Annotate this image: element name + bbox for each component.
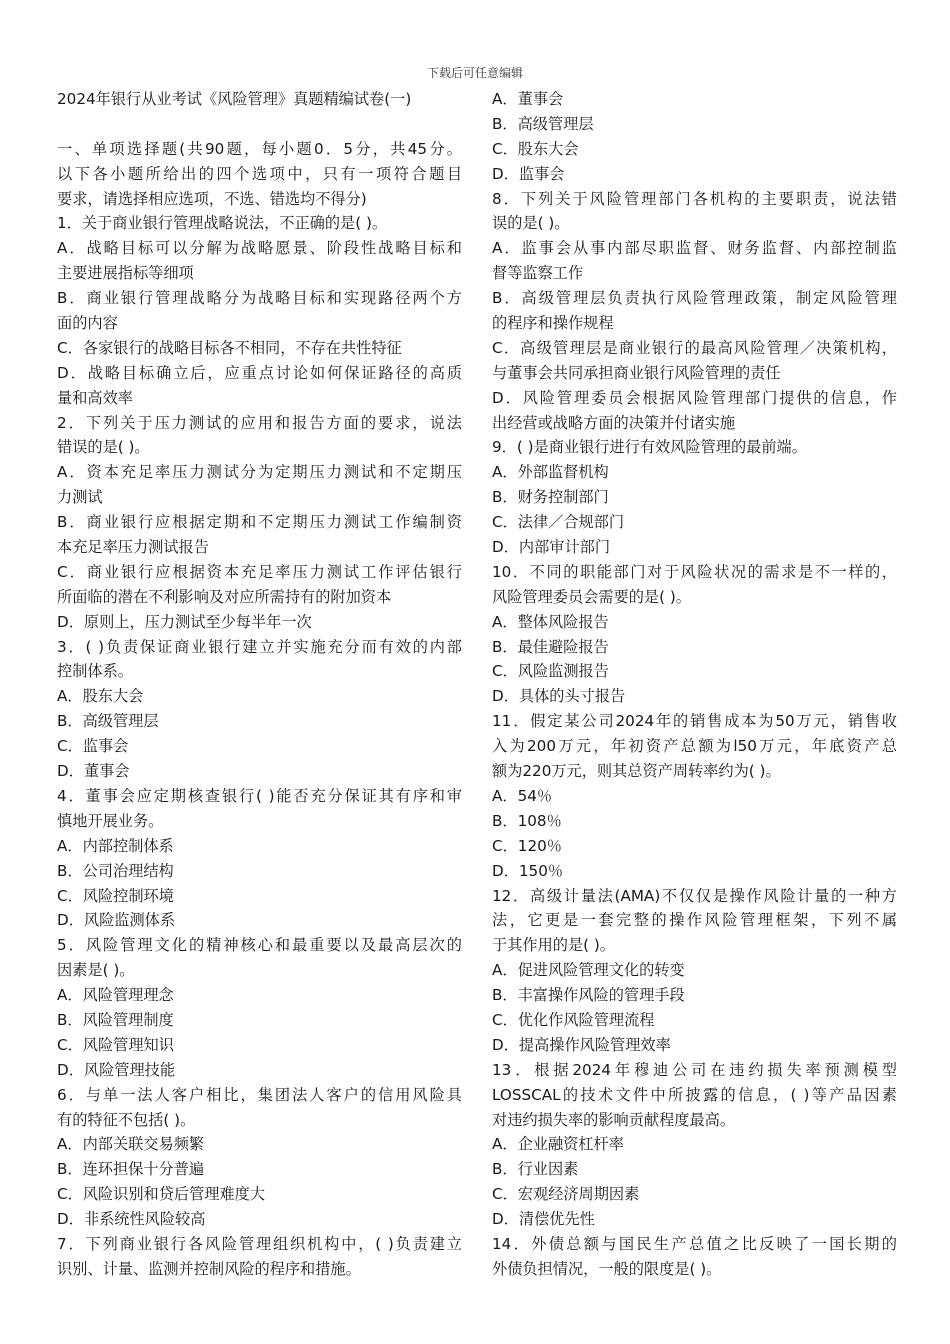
option-line: C．风险识别和贷后管理难度大: [57, 1185, 266, 1204]
option-line: A．企业融资杠杆率: [492, 1135, 624, 1154]
page-header: 下载后可任意编辑: [426, 66, 523, 80]
option-line: B．财务控制部门: [492, 488, 609, 507]
option-line: D．提高操作风险管理效率: [492, 1035, 671, 1054]
option-line: D．风险监测体系: [57, 911, 176, 930]
section-instructions: 以下各小题所给出的四个选项中，只有一项符合题目: [57, 164, 462, 183]
question-6: 6．与单一法人客户相比，集团法人客户的信用风险具: [57, 1085, 462, 1104]
question-14: 14．外债总额与国民生产总值之比反映了一国长期的: [492, 1234, 897, 1253]
question-5: 5．风险管理文化的精神核心和最重要以及最高层次的: [57, 936, 462, 955]
option-line: A．外部监督机构: [492, 463, 609, 482]
option-line: B．商业银行管理战略分为战略目标和实现路径两个方: [57, 289, 462, 308]
question-6: 有的特征不包括( )。: [57, 1110, 196, 1129]
option-line: B．高级管理层: [492, 114, 594, 133]
question-7: 7．下列商业银行各风险管理组织机构中，( )负责建立: [57, 1234, 462, 1253]
option-line: A．促进风险管理文化的转变: [492, 961, 685, 980]
option-line: D．原则上，压力测试至少每半年一次: [57, 612, 312, 631]
question-9: 9．( )是商业银行进行有效风险管理的最前端。: [492, 438, 807, 457]
question-1: 1．关于商业银行管理战略说法，不正确的是( )。: [57, 214, 388, 233]
left-column: [57, 87, 462, 1282]
option-line: D．董事会: [57, 762, 130, 781]
option-line: 的程序和操作规程: [492, 314, 614, 333]
option-line: 督等监察工作: [492, 264, 584, 283]
question-11: 额为220万元，则其总资产周转率约为( )。: [492, 762, 781, 781]
question-12: 法，它更是一套完整的操作风险管理框架，下列不属: [492, 911, 897, 930]
option-line: 与董事会共同承担商业银行风险管理的责任: [492, 363, 781, 382]
option-line: B．高级管理层: [57, 712, 159, 731]
question-4: 4．董事会应定期核查银行( )能否充分保证其有序和审: [57, 786, 462, 805]
option-line: A．董事会: [492, 90, 564, 108]
option-line: A．整体风险报告: [492, 612, 609, 631]
question-2: 2．下列关于压力测试的应用和报告方面的要求，说法: [57, 413, 462, 432]
question-13: 对违约损失率的影响贡献程度最高。: [492, 1110, 735, 1129]
option-line: B．行业因素: [492, 1160, 579, 1179]
option-line: C．法律／合规部门: [492, 513, 625, 532]
question-3: 3．( )负责保证商业银行建立并实施充分而有效的内部: [57, 637, 462, 656]
option-line: B．商业银行应根据定期和不定期压力测试工作编制资: [57, 513, 462, 532]
option-line: A．股东大会: [57, 687, 144, 706]
option-line: B．连环担保十分普遍: [57, 1160, 205, 1179]
question-10: 风险管理委员会需要的是( )。: [492, 587, 691, 606]
question-8: 误的是( )。: [492, 214, 570, 233]
option-line: B．108％: [492, 811, 562, 830]
option-line: A．内部关联交易频繁: [57, 1135, 205, 1154]
question-12: 12．高级计量法(AMA)不仅仅是操作风险计量的一种方: [492, 886, 897, 905]
option-line: A．内部控制体系: [57, 836, 174, 855]
option-line: C．风险管理知识: [57, 1035, 174, 1054]
question-11: 11．假定某公司2024年的销售成本为50万元，销售收: [492, 712, 897, 731]
option-line: A．54％: [492, 786, 553, 805]
option-line: A．战略目标可以分解为战略愿景、阶段性战略目标和: [57, 239, 462, 258]
question-13: LOSSCAL的技术文件中所披露的信息，( )等产品因素: [492, 1085, 897, 1104]
option-line: C．风险控制环境: [57, 886, 174, 905]
question-4: 慎地开展业务。: [57, 811, 164, 830]
question-2: 错误的是( )。: [57, 438, 150, 457]
question-8: 8．下列关于风险管理部门各机构的主要职责，说法错: [492, 189, 897, 208]
question-13: 13．根据2024年穆迪公司在违约损失率预测模型: [492, 1060, 897, 1079]
question-10: 10．不同的职能部门对于风险状况的需求是不一样的，: [492, 562, 897, 581]
question-7: 识别、计量、监测并控制风险的程序和措施。: [57, 1259, 361, 1278]
option-line: 本充足率压力测试报告: [57, 538, 209, 557]
option-line: C．监事会: [57, 737, 129, 756]
question-11: 入为200万元，年初资产总额为l50万元，年底资产总: [492, 737, 897, 756]
option-line: 力测试: [57, 488, 103, 507]
option-line: D．战略目标确立后，应重点讨论如何保证路径的高质: [57, 363, 462, 382]
right-column: [492, 87, 897, 1282]
option-line: B．高级管理层负责执行风险管理政策，制定风险管理: [492, 289, 897, 308]
option-line: A．资本充足率压力测试分为定期压力测试和不定期压: [57, 463, 462, 482]
option-line: C．各家银行的战略目标各不相同，不存在共性特征: [57, 338, 402, 357]
option-line: D．监事会: [492, 164, 565, 183]
option-line: 所面临的潜在不利影响及对应所需持有的附加资本: [57, 587, 392, 606]
option-line: D．具体的头寸报告: [492, 687, 626, 706]
question-3: 控制体系。: [57, 662, 133, 681]
section-heading: 一、单项选择题(共90题，每小题0．5分，共45分。: [57, 139, 462, 158]
option-line: 出经营或战略方面的决策并付诸实施: [492, 413, 735, 432]
option-line: A．风险管理理念: [57, 986, 174, 1005]
question-5: 因素是( )。: [57, 961, 135, 980]
option-line: B．公司治理结构: [57, 861, 174, 880]
blank-line: [57, 112, 462, 137]
question-12: 于其作用的是( )。: [492, 936, 615, 955]
option-line: C．优化作风险管理流程: [492, 1010, 655, 1029]
option-line: C．宏观经济周期因素: [492, 1185, 640, 1204]
option-line: C．商业银行应根据资本充足率压力测试工作评估银行: [57, 562, 462, 581]
option-line: 主要进展指标等细项: [57, 264, 194, 283]
document-title: 2024年银行从业考试《风险管理》真题精编试卷(一): [57, 90, 412, 108]
option-line: D．清偿优先性: [492, 1210, 595, 1229]
option-line: D．风险管理技能: [57, 1060, 176, 1079]
option-line: C．120％: [492, 836, 562, 855]
option-line: A．监事会从事内部尽职监督、财务监督、内部控制监: [492, 239, 897, 258]
section-instructions: 要求，请选择相应选项，不选、错选均不得分): [57, 189, 367, 208]
option-line: C．风险监测报告: [492, 662, 609, 681]
option-line: D．150％: [492, 861, 564, 880]
option-line: D．内部审计部门: [492, 538, 611, 557]
option-line: B．最佳避险报告: [492, 637, 609, 656]
option-line: 面的内容: [57, 314, 118, 333]
option-line: B．丰富操作风险的管理手段: [492, 986, 685, 1005]
option-line: 量和高效率: [57, 388, 133, 407]
option-line: D．非系统性风险较高: [57, 1210, 206, 1229]
option-line: C．股东大会: [492, 139, 579, 158]
option-line: D．风险管理委员会根据风险管理部门提供的信息，作: [492, 388, 897, 407]
question-14: 外债负担情况，一般的限度是( )。: [492, 1259, 722, 1278]
option-line: C．高级管理层是商业银行的最高风险管理／决策机构，: [492, 338, 897, 357]
option-line: B．风险管理制度: [57, 1010, 174, 1029]
